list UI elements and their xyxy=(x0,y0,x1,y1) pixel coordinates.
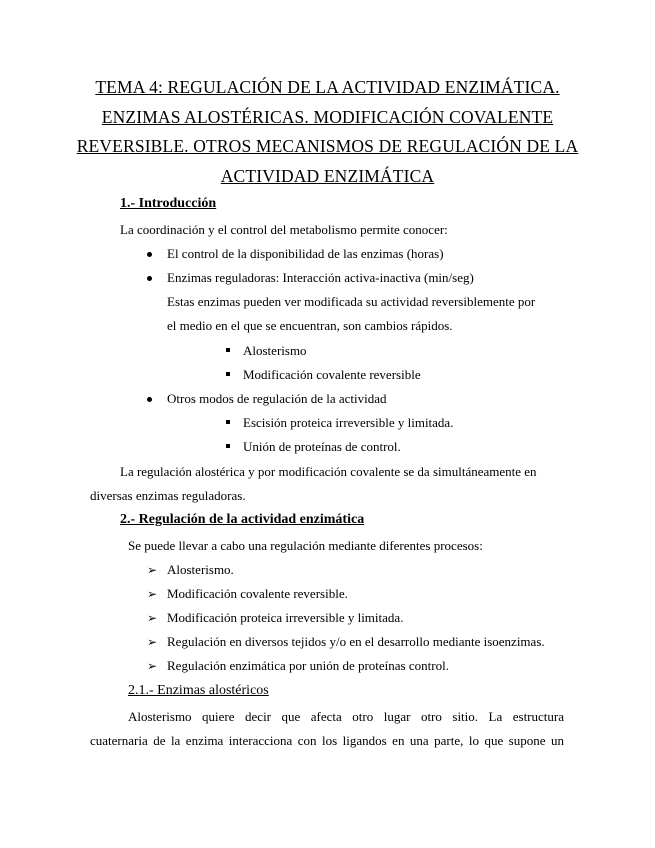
paragraph-line: Alosterismo quiere decir que afecta otro lugar otro sitio. La estructura xyxy=(128,709,564,724)
paragraph-line: La regulación alostérica y por modificación covalente se da simultáneamente en xyxy=(120,464,537,479)
list-item-detail: Estas enzimas pueden ver modificada su actividad reversiblemente por xyxy=(167,294,536,309)
square-bullet-icon xyxy=(226,444,230,448)
paragraph-line: cuaternaria de la enzima interacciona con los ligandos en una parte, lo que supone un xyxy=(90,733,564,748)
intro-text: Se puede llevar a cabo una regulación mediante diferentes procesos: xyxy=(128,538,483,553)
intro-text: La coordinación y el control del metabolismo permite conocer: xyxy=(120,222,448,237)
sub-list-item: Modificación covalente reversible xyxy=(243,367,421,382)
arrow-bullet-icon: ➢ xyxy=(147,563,158,577)
list-item: Alosterismo. xyxy=(167,562,234,577)
bullet-dot-icon xyxy=(147,276,152,281)
paragraph-line: diversas enzimas reguladoras. xyxy=(90,488,246,503)
square-bullet-icon xyxy=(226,348,230,352)
arrow-bullet-icon: ➢ xyxy=(147,635,158,649)
section-heading-regulacion: 2.- Regulación de la actividad enzimática xyxy=(120,512,365,527)
section-heading-introduccion: 1.- Introducción xyxy=(120,196,217,211)
square-bullet-icon xyxy=(226,420,230,424)
arrow-bullet-icon: ➢ xyxy=(147,611,158,625)
list-item: Modificación covalente reversible. xyxy=(167,586,348,601)
sub-list-item: Unión de proteínas de control. xyxy=(243,439,401,454)
square-bullet-icon xyxy=(226,372,230,376)
arrow-bullet-icon: ➢ xyxy=(147,659,158,673)
list-item: Regulación en diversos tejidos y/o en el desarrollo mediante isoenzimas. xyxy=(167,634,545,649)
sub-list-item: Escisión proteica irreversible y limitada. xyxy=(243,415,454,430)
list-item: Otros modos de regulación de la actividad xyxy=(167,391,387,406)
subsection-heading: 2.1.- Enzimas alostéricos xyxy=(128,683,269,698)
list-item: El control de la disponibilidad de las enzimas (horas) xyxy=(167,246,444,261)
list-item-detail: el medio en el que se encuentran, son cambios rápidos. xyxy=(167,318,453,333)
list-item: Enzimas reguladoras: Interacción activa-inactiva (min/seg) xyxy=(167,270,474,285)
list-item: Modificación proteica irreversible y limitada. xyxy=(167,610,404,625)
sub-list-item: Alosterismo xyxy=(243,343,307,358)
arrow-bullet-icon: ➢ xyxy=(147,587,158,601)
bullet-dot-icon xyxy=(147,397,152,402)
list-item: Regulación enzimática por unión de proteínas control. xyxy=(167,658,449,673)
page-title: TEMA 4: REGULACIÓN DE LA ACTIVIDAD ENZIMÁTICA. ENZIMAS ALOSTÉRICAS. MODIFICACIÓN COVALENTE REVERSIBLE. OTROS MECANISMOS DE REGULACIÓN DE LA ACTIVIDAD ENZIMÁTICA xyxy=(76,77,579,186)
bullet-dot-icon xyxy=(147,252,152,257)
